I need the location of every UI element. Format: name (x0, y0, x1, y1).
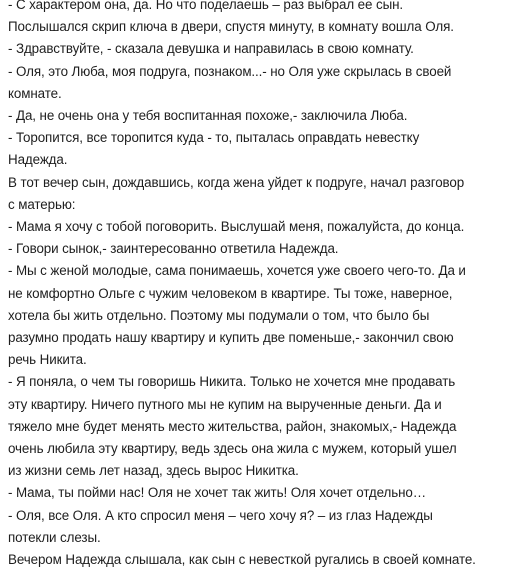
text-line: - Мама я хочу с тобой поговорить. Выслушай меня, пожалуйста, до конца. (8, 219, 465, 235)
text-line: - Здравствуйте, - сказала девушка и направилась в свою комнату. (8, 41, 414, 57)
text-line: эту квартиру. Ничего путного мы не купим на вырученные деньги. Да и (8, 396, 442, 412)
text-line: разумно продать нашу квартиру и купить две поменьше,- закончил свою (8, 330, 454, 346)
text-line: речь Никита. (8, 352, 87, 368)
text-line: - Оля, все Оля. А кто спросил меня – чего хочу я? – из глаз Надежды (8, 507, 433, 523)
text-line: комнате. (8, 85, 62, 101)
text-line: - Мы с женой молодые, сама понимаешь, хочется уже своего чего-то. Да и (8, 263, 466, 279)
text-line: - Мама, ты пойми нас! Оля не хочет так жить! Оля хочет отдельно… (8, 485, 427, 501)
text-line: - С характером она, да. Но что поделаешь – раз выбрал ее сын. (8, 0, 404, 12)
article-text (8, 0, 516, 571)
text-line: Послышался скрип ключа в двери, спустя минуту, в комнату вошла Оля. (8, 19, 454, 35)
text-line: потекли слезы. (8, 529, 101, 545)
text-line: Вечером Надежда слышала, как сын с невесткой ругались в своей комнате. (8, 552, 476, 568)
text-line: тяжело мне будет менять место жительства, район, знакомых,- Надежда (8, 418, 457, 434)
text-line: с матерью: (8, 196, 76, 212)
text-line: Надежда. (8, 152, 68, 168)
text-line: не комфортно Ольге с чужим человеком в квартире. Ты тоже, наверное, (8, 285, 453, 301)
text-line: - Да, не очень она у тебя воспитанная похоже,- заключила Люба. (8, 108, 408, 124)
text-line: В тот вечер сын, дождавшись, когда жена уйдет к подруге, начал разговор (8, 174, 465, 190)
text-line: из жизни семь лет назад, здесь вырос Никитка. (8, 463, 299, 479)
text-line: очень любила эту квартиру, ведь здесь она жила с мужем, который ушел (8, 441, 457, 457)
text-line: - Говори сынок,- заинтересованно ответила Надежда. (8, 241, 339, 257)
text-line: - Я поняла, о чем ты говоришь Никита. Только не хочется мне продавать (8, 374, 456, 390)
text-line: хотела бы жить отдельно. Поэтому мы подумали о том, что было бы (8, 307, 430, 323)
text-line: - Оля, это Люба, моя подруга, познаком...- но Оля уже скрылась в своей (8, 63, 452, 79)
text-line: - Торопится, все торопится куда - то, пыталась оправдать невестку (8, 130, 420, 146)
